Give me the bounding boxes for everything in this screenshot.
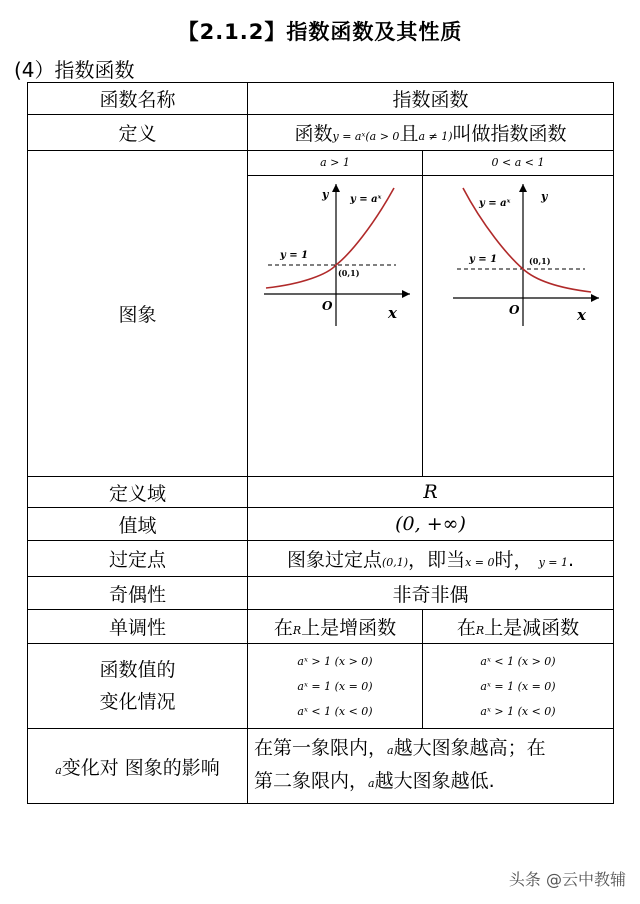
- row-monotonic: [28, 610, 614, 644]
- fixed-end: .: [568, 549, 575, 571]
- point-label: (0,1): [529, 256, 551, 266]
- fixed-result: y = 1: [538, 556, 568, 569]
- row-graph: [28, 151, 614, 477]
- row-domain: [28, 477, 614, 508]
- point-label: (0,1): [338, 268, 360, 278]
- row-label: [28, 644, 248, 729]
- line-label: y = 1: [280, 250, 309, 261]
- definition-and: 且: [399, 123, 419, 145]
- graph-header: a > 1: [248, 151, 422, 176]
- row-label: 图象: [28, 151, 248, 477]
- row-influence: [28, 729, 614, 804]
- increasing-graph: [248, 176, 422, 336]
- definition-formula: y = aˣ(a > 0: [332, 130, 400, 143]
- influence-a: a: [387, 744, 394, 757]
- fixed-condition: x = 0: [465, 556, 495, 569]
- x-axis-label: x: [577, 306, 586, 324]
- row-variation: [28, 644, 614, 729]
- case-line: aˣ = 1 (x = 0): [297, 679, 373, 693]
- section-subtitle: (4）指数函数: [14, 58, 135, 82]
- influence-text: 越大图象越高；在: [393, 737, 546, 759]
- y-axis-label: y: [322, 188, 329, 201]
- influence-text: 第二象限内，: [254, 770, 369, 792]
- definition-value: [248, 115, 614, 151]
- definition-prefix: 函数: [294, 123, 333, 145]
- graph-header: 0 < a < 1: [423, 151, 613, 176]
- x-axis-arrow: [591, 294, 599, 302]
- row-value: R: [248, 477, 614, 508]
- page-title: 【2.1.2】指数函数及其性质: [177, 20, 463, 44]
- row-label: 奇偶性: [28, 577, 248, 610]
- row-fixed-point: [28, 541, 614, 577]
- fixed-text-1: 图象过定点: [286, 549, 382, 571]
- mono-r: R: [475, 624, 485, 637]
- curve-label: y = aˣ: [350, 194, 382, 205]
- influence-value: [248, 729, 614, 804]
- row-value: 非奇非偶: [248, 577, 614, 610]
- row-label: 定义: [28, 115, 248, 151]
- row-label: 过定点: [28, 541, 248, 577]
- graph-cell-decreasing: [423, 151, 614, 477]
- row-definition: [28, 115, 614, 151]
- influence-line-2: [254, 766, 607, 799]
- mono-r: R: [292, 624, 302, 637]
- mono-post: 上是增函数: [301, 617, 397, 639]
- decreasing-graph: [423, 176, 613, 336]
- y-axis-label: y: [541, 190, 548, 203]
- monotonic-decreasing: [423, 610, 614, 644]
- fixed-point-coords: (0,1): [381, 556, 409, 569]
- variation-label-1: 函数值的: [99, 659, 176, 681]
- case-line: aˣ = 1 (x = 0): [480, 679, 556, 693]
- influence-a: a: [55, 763, 62, 777]
- row-label: 单调性: [28, 610, 248, 644]
- property-table: [27, 82, 614, 804]
- origin-label: O: [322, 299, 333, 313]
- line-label: y = 1: [469, 254, 498, 265]
- variation-decreasing: [423, 644, 614, 729]
- influence-text: 在第一象限内，: [254, 737, 388, 759]
- mono-pre: 在: [273, 617, 293, 639]
- influence-text: 越大图象越低.: [374, 770, 495, 792]
- fixed-text-3: 时，: [494, 549, 533, 571]
- case-line: aˣ > 1 (x < 0): [480, 704, 556, 718]
- case-line: aˣ < 1 (x < 0): [297, 704, 373, 718]
- mono-pre: 在: [456, 617, 476, 639]
- watermark: 头条 @云中教辅: [508, 870, 626, 889]
- variation-label-2: 变化情况: [99, 691, 176, 713]
- row-range: [28, 508, 614, 541]
- fixed-text-2: ，即当: [408, 549, 466, 571]
- row-label: [28, 729, 248, 804]
- definition-suffix: 叫做指数函数: [452, 123, 567, 145]
- x-axis-arrow: [402, 290, 410, 298]
- row-label: 函数名称: [28, 83, 248, 115]
- row-label: 定义域: [28, 477, 248, 508]
- origin-label: O: [509, 303, 520, 317]
- case-line: aˣ > 1 (x > 0): [297, 654, 373, 668]
- curve-label: y = aˣ: [479, 198, 511, 209]
- row-name: [28, 83, 614, 115]
- influence-a: a: [368, 777, 375, 790]
- y-axis-arrow: [332, 184, 340, 192]
- influence-label: 变化对 图象的影响: [61, 756, 220, 779]
- row-parity: [28, 577, 614, 610]
- row-label: 值域: [28, 508, 248, 541]
- row-value: 指数函数: [248, 83, 614, 115]
- x-axis-label: x: [388, 304, 397, 322]
- influence-line-1: [254, 733, 607, 766]
- definition-condition: a ≠ 1): [418, 130, 453, 143]
- graph-cell-increasing: [248, 151, 423, 477]
- monotonic-increasing: [248, 610, 423, 644]
- case-line: aˣ < 1 (x > 0): [480, 654, 556, 668]
- fixed-point-value: [248, 541, 614, 577]
- y-axis-arrow: [519, 184, 527, 192]
- row-value: (0, +∞): [248, 508, 614, 541]
- variation-increasing: [248, 644, 423, 729]
- mono-post: 上是减函数: [484, 617, 580, 639]
